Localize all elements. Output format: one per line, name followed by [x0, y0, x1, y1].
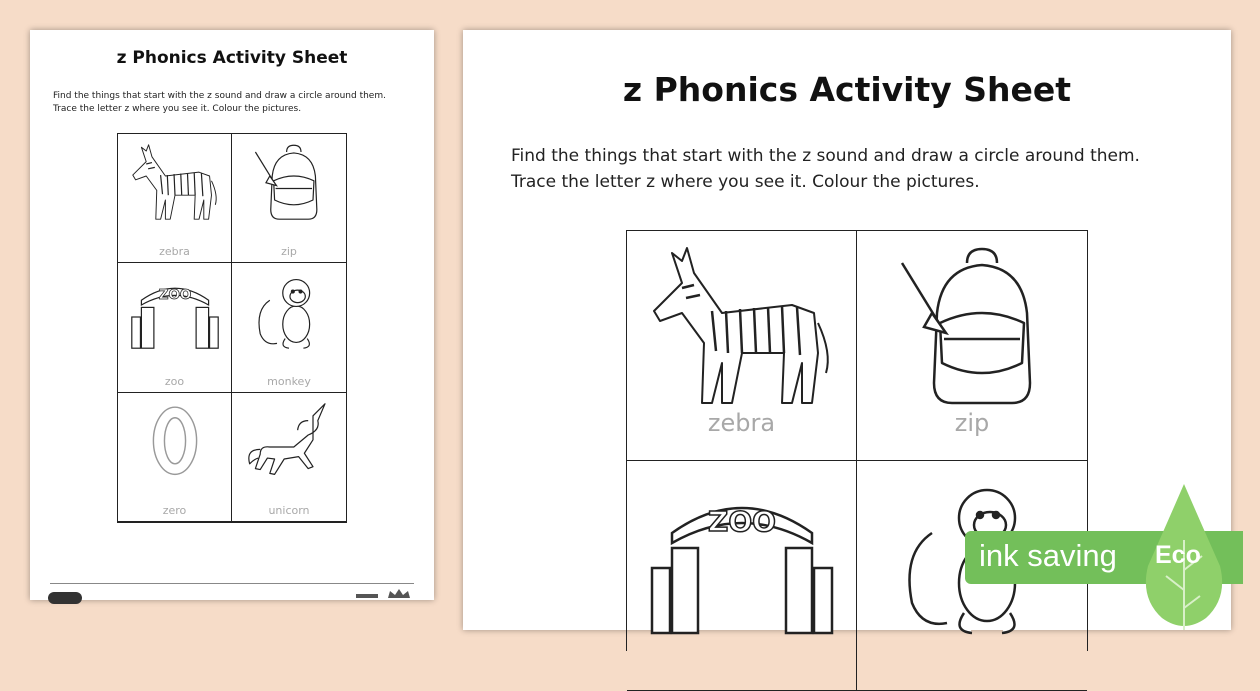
instructions-line-2: Trace the letter z where you see it. Colour the pictures. [53, 104, 302, 115]
zebra-icon [127, 142, 223, 222]
footer-divider [50, 583, 414, 584]
picture-grid [117, 133, 347, 523]
page-title: z Phonics Activity Sheet [622, 70, 1072, 109]
eco-badge-text: ink saving [979, 538, 1117, 573]
instructions-line-1: Find the things that start with the z sound and draw a circle around them. [511, 146, 1140, 166]
grid-cell-zoo [118, 263, 232, 392]
backpack-zip-icon [872, 243, 1072, 408]
instructions-line-1: Find the things that start with the z sound and draw a circle around them. [53, 91, 386, 101]
zoo-gate-icon [642, 473, 842, 638]
eco-ink-saving-badge [965, 480, 1245, 630]
backpack-zip-icon [241, 142, 337, 222]
instructions-line-2: Trace the letter z where you see it. Colour the pictures. [511, 172, 980, 193]
zebra-icon [642, 243, 842, 408]
publisher-logo [48, 592, 82, 604]
item-label: unicorn [268, 503, 310, 517]
eco-label: Eco [1155, 541, 1201, 569]
item-label: zip [954, 409, 990, 437]
unicorn-icon [241, 401, 337, 481]
item-label: zebra [707, 409, 776, 437]
grid-cell-zoo [627, 461, 857, 691]
item-label: monkey [267, 374, 311, 388]
grid-cell-zebra [627, 231, 857, 461]
grid-cell-zero [118, 393, 232, 522]
zero-outline-icon [127, 401, 223, 481]
footer-code-mark [356, 594, 378, 598]
grid-cell-unicorn [232, 393, 346, 522]
instructions [511, 143, 1140, 196]
item-label: zoo [164, 374, 185, 388]
instructions [53, 90, 386, 116]
item-label: zebra [159, 245, 190, 259]
item-label: zip [281, 245, 297, 259]
crown-icon [386, 588, 412, 600]
grid-cell-zebra [118, 134, 232, 263]
grid-cell-zip [232, 134, 346, 263]
item-label: zero [162, 503, 187, 517]
monkey-icon [241, 271, 337, 351]
grid-cell-monkey [232, 263, 346, 392]
zoo-gate-icon [127, 271, 223, 351]
preview-sheet-small [30, 30, 434, 600]
grid-cell-zip [857, 231, 1087, 461]
page-title: z Phonics Activity Sheet [116, 48, 348, 68]
